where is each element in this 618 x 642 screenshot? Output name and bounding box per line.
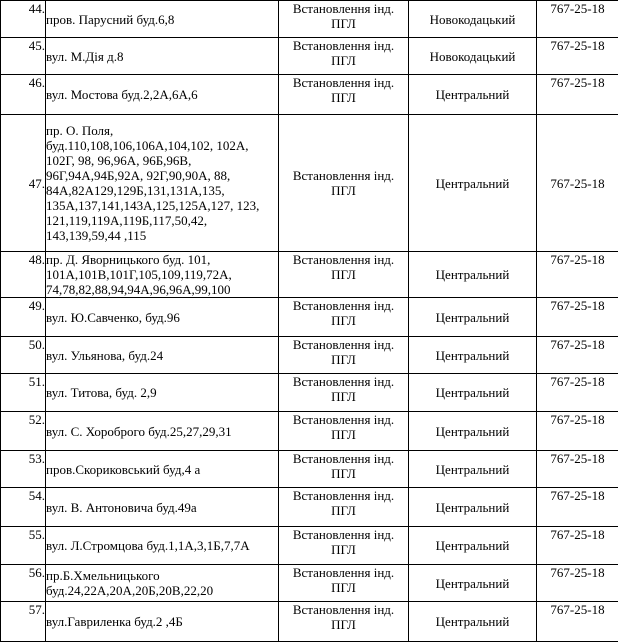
address-cell: пр.Б.Хмельницького буд.24,22А,20А,20Б,20В,22,20: [46, 565, 279, 602]
address-cell: вул. Ю.Савченко, буд.96: [46, 298, 279, 337]
phone-cell: 767-25-18: [537, 527, 618, 565]
phone-cell: 767-25-18: [537, 565, 618, 602]
work-type-cell: Встановлення інд. ПГЛ: [279, 602, 409, 642]
district-cell: Центральний: [409, 115, 537, 252]
district-cell: Новокодацький: [409, 1, 537, 38]
address-cell: вул. Мостова буд.2,2А,6А,6: [46, 75, 279, 115]
row-number: 57.: [1, 602, 46, 642]
work-type-cell: Встановлення інд. ПГЛ: [279, 38, 409, 75]
work-type-cell: Встановлення інд. ПГЛ: [279, 115, 409, 252]
row-number: 55.: [1, 527, 46, 565]
address-cell: вул. Ульянова, буд.24: [46, 337, 279, 374]
district-cell: Центральний: [409, 412, 537, 451]
address-cell: пров. Парусний буд.6,8: [46, 1, 279, 38]
work-type-cell: Встановлення інд. ПГЛ: [279, 337, 409, 374]
phone-cell: 767-25-18: [537, 412, 618, 451]
phone-cell: 767-25-18: [537, 115, 618, 252]
table-row: [1, 527, 618, 565]
table-row: [1, 602, 618, 642]
work-type-cell: Встановлення інд. ПГЛ: [279, 1, 409, 38]
address-cell: пров.Скориковський буд,4 а: [46, 451, 279, 488]
row-number: 50.: [1, 337, 46, 374]
row-number: 49.: [1, 298, 46, 337]
row-number: 45.: [1, 38, 46, 75]
district-cell: Центральний: [409, 298, 537, 337]
table-row: [1, 75, 618, 115]
table-row: [1, 488, 618, 527]
phone-cell: 767-25-18: [537, 252, 618, 298]
table-row: [1, 451, 618, 488]
district-cell: Новокодацький: [409, 38, 537, 75]
address-cell: вул. С. Хороброго буд.25,27,29,31: [46, 412, 279, 451]
address-cell: вул. М.Дія д.8: [46, 38, 279, 75]
table-row: [1, 298, 618, 337]
district-cell: Центральний: [409, 252, 537, 298]
district-cell: Центральний: [409, 565, 537, 602]
phone-cell: 767-25-18: [537, 374, 618, 412]
table-row: [1, 337, 618, 374]
address-cell: пр. О. Поля, буд.110,108,106,106А,104,102, 102А, 102Г, 98, 96,96А, 96Б,96В, 96Г,94А,94Б,92А, 92Г,90,90А, 88, 84А,82А129,129Б,131,131А,135, 135А,137,141,143А,125,125А,127, 123, 121,119,119А,119Б,117,50,42, 143,139,59,44 ,115: [46, 115, 279, 252]
work-type-cell: Встановлення інд. ПГЛ: [279, 565, 409, 602]
table-row: [1, 38, 618, 75]
work-type-cell: Встановлення інд. ПГЛ: [279, 75, 409, 115]
work-type-cell: Встановлення інд. ПГЛ: [279, 488, 409, 527]
row-number: 54.: [1, 488, 46, 527]
address-cell: вул. Л.Стромцова буд.1,1А,3,1Б,7,7А: [46, 527, 279, 565]
row-number: 51.: [1, 374, 46, 412]
row-number: 52.: [1, 412, 46, 451]
table-row: [1, 1, 618, 38]
row-number: 47.: [1, 115, 46, 252]
district-cell: Центральний: [409, 451, 537, 488]
district-cell: Центральний: [409, 337, 537, 374]
row-number: 56.: [1, 565, 46, 602]
work-type-cell: Встановлення інд. ПГЛ: [279, 374, 409, 412]
address-cell: вул. Титова, буд. 2,9: [46, 374, 279, 412]
work-type-cell: Встановлення інд. ПГЛ: [279, 252, 409, 298]
address-cell: пр. Д. Яворницького буд. 101, 101А,101В,101Г,105,109,119,72А, 74,78,82,88,94,94А,96,96А,99,100: [46, 252, 279, 298]
phone-cell: 767-25-18: [537, 451, 618, 488]
phone-cell: 767-25-18: [537, 298, 618, 337]
phone-cell: 767-25-18: [537, 38, 618, 75]
table-row: [1, 374, 618, 412]
district-cell: Центральний: [409, 527, 537, 565]
row-number: 53.: [1, 451, 46, 488]
row-number: 48.: [1, 252, 46, 298]
district-cell: Центральний: [409, 602, 537, 642]
address-cell: вул. В. Антоновича буд.49а: [46, 488, 279, 527]
table-row: [1, 565, 618, 602]
work-type-cell: Встановлення інд. ПГЛ: [279, 298, 409, 337]
district-cell: Центральний: [409, 374, 537, 412]
work-type-cell: Встановлення інд. ПГЛ: [279, 451, 409, 488]
table-row: [1, 115, 618, 252]
phone-cell: 767-25-18: [537, 1, 618, 38]
phone-cell: 767-25-18: [537, 75, 618, 115]
table-row: [1, 252, 618, 298]
district-cell: Центральний: [409, 75, 537, 115]
district-cell: Центральний: [409, 488, 537, 527]
row-number: 46.: [1, 75, 46, 115]
phone-cell: 767-25-18: [537, 337, 618, 374]
work-type-cell: Встановлення інд. ПГЛ: [279, 527, 409, 565]
table-row: [1, 412, 618, 451]
row-number: 44.: [1, 1, 46, 38]
work-type-cell: Встановлення інд. ПГЛ: [279, 412, 409, 451]
phone-cell: 767-25-18: [537, 602, 618, 642]
address-cell: вул.Гавриленка буд.2 ,4Б: [46, 602, 279, 642]
phone-cell: 767-25-18: [537, 488, 618, 527]
